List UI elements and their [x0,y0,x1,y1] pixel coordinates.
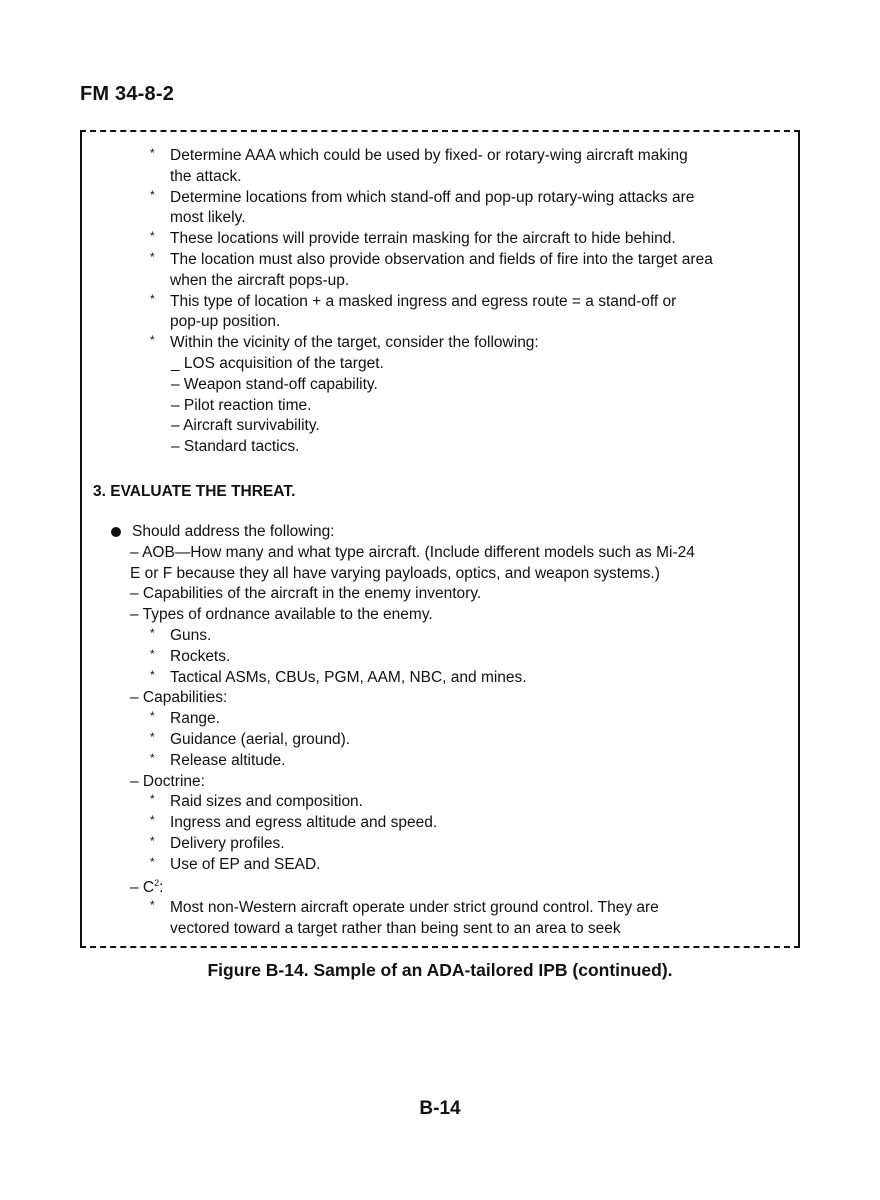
asterisk-bullet-icon: * [150,813,155,828]
sub-list-item: – Weapon stand-off capability. [171,375,378,393]
c2-prefix: – C [130,878,155,896]
asterisk-bullet-icon: * [150,229,155,244]
capabilities-item: Range. [170,710,220,728]
ordnance-item: Rockets. [170,647,231,665]
list-item-line: Determine locations from which stand-off and pop-up rotary-wing attacks are [170,188,695,206]
sub-list-item: _ LOS acquisition of the target. [171,355,384,372]
c2-item-line: Most non-Western aircraft operate under strict ground control. They are [170,899,659,917]
page-number: B-14 [419,1098,461,1119]
list-item-line: the attack. [170,167,242,185]
aob-line: – AOB—How many and what type aircraft. (Include different models such as Mi-24 [130,543,695,561]
sub-list-item: – Pilot reaction time. [171,396,312,414]
doctrine-item: Use of EP and SEAD. [170,855,321,873]
sub-list-item: – Standard tactics. [171,438,300,456]
c2-suffix: : [159,878,164,896]
asterisk-bullet-icon: * [150,626,155,640]
asterisk-bullet-icon: * [150,709,155,724]
asterisk-bullet-icon: * [150,730,155,744]
doctrine-item: Ingress and egress altitude and speed. [170,814,438,832]
asterisk-bullet-icon: * [150,291,155,306]
c2-item-line: vectored toward a target rather than being sent to an area to seek [170,920,621,938]
asterisk-bullet-icon: * [150,250,155,264]
bullet-intro-text: Should address the following: [132,523,335,540]
list-item-line: The location must also provide observation and fields of fire into the target area [170,251,713,268]
asterisk-bullet-icon: * [150,792,155,807]
capabilities-aircraft-line: – Capabilities of the aircraft in the enemy inventory. [130,585,482,603]
list-item-line: pop-up position. [170,313,281,331]
ordnance-item: Guns. [170,627,212,644]
c2-superscript: 2 [154,877,160,888]
figure-caption: Figure B-14. Sample of an ADA-tailored IPB (continued). [207,960,673,980]
list-item-line: Determine AAA which could be used by fixed- or rotary-wing aircraft making [170,147,688,164]
ordnance-item: Tactical ASMs, CBUs, PGM, AAM, NBC, and mines. [170,668,527,686]
list-item-line: when the aircraft pops-up. [170,271,350,289]
asterisk-bullet-icon: * [150,898,155,913]
doctrine-heading: – Doctrine: [130,772,205,790]
asterisk-bullet-icon: * [150,646,155,661]
c2-heading [130,878,163,898]
asterisk-bullet-icon: * [150,667,155,682]
list-item-line: most likely. [170,209,246,227]
asterisk-bullet-icon: * [150,146,155,160]
asterisk-bullet-icon: * [150,187,155,202]
doctrine-item: Delivery profiles. [170,835,285,852]
capabilities-heading: – Capabilities: [130,689,228,707]
section-heading: 3. EVALUATE THE THREAT. [93,483,296,500]
list-item-line: Within the vicinity of the target, consider the following: [170,334,539,352]
asterisk-bullet-icon: * [150,834,155,848]
document-id-header: FM 34-8-2 [80,83,175,105]
aob-line: E or F because they all have varying payloads, optics, and weapon systems.) [130,564,660,582]
list-item-line: This type of location + a masked ingress and egress route = a stand-off or [170,292,677,310]
filled-bullet-icon [111,527,121,537]
sub-list-item: – Aircraft survivability. [171,417,320,435]
asterisk-bullet-icon: * [150,854,155,869]
doctrine-item: Raid sizes and composition. [170,793,363,811]
asterisk-bullet-icon: * [150,333,155,348]
asterisk-bullet-icon: * [150,750,155,765]
capabilities-item: Guidance (aerial, ground). [170,731,351,748]
list-item-line: These locations will provide terrain masking for the aircraft to hide behind. [170,230,676,248]
ordnance-heading: – Types of ordnance available to the enemy. [130,606,433,624]
capabilities-item: Release altitude. [170,751,286,769]
